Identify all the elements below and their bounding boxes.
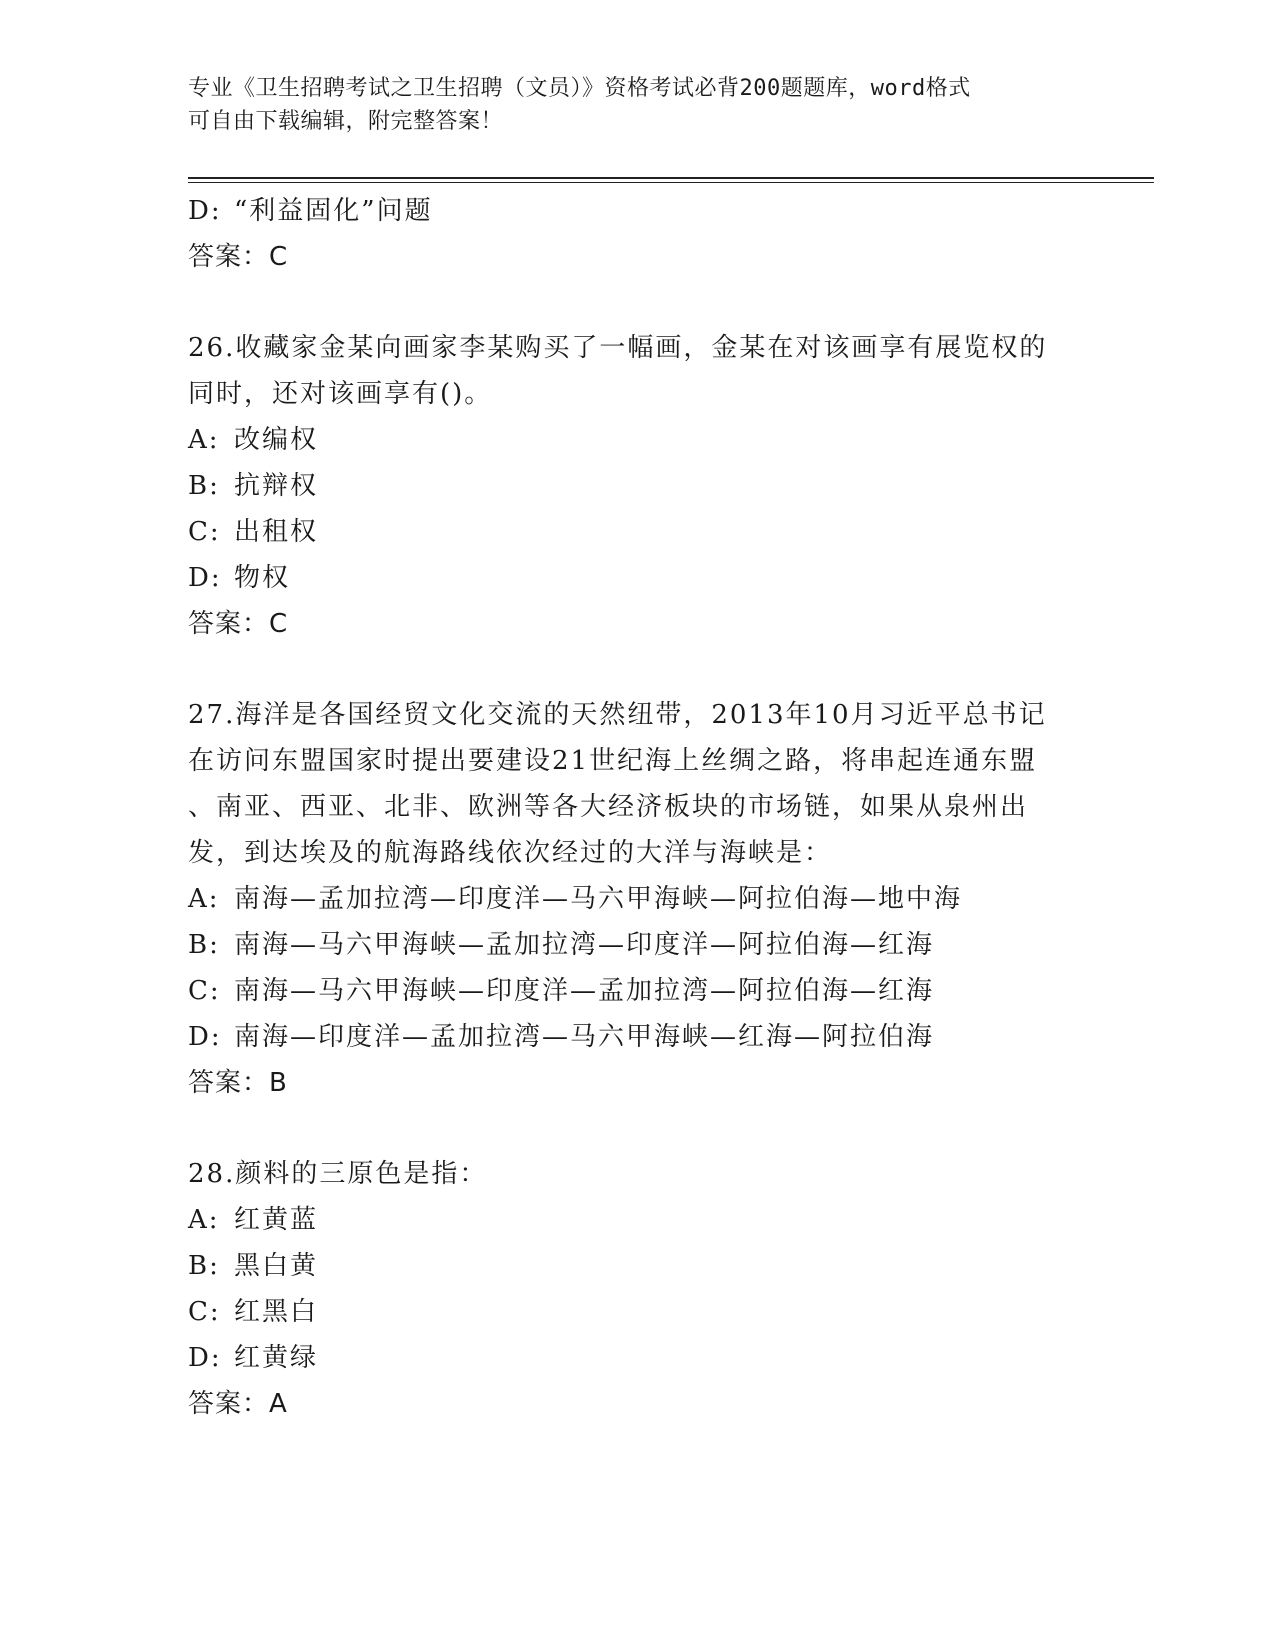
option-d <box>188 555 1088 601</box>
option-text: 抗辩权 <box>234 471 319 501</box>
question-text: 27.海洋是各国经贸文化交流的天然纽带，2013年10月习近平总书记 <box>188 700 1047 730</box>
header-line-2: 可自由下载编辑，附完整答案！ <box>188 109 504 134</box>
option-key: A: <box>188 884 220 914</box>
question-text: 28.颜料的三原色是指： <box>188 1159 488 1189</box>
option-key: B: <box>188 1251 220 1281</box>
option-d <box>188 1014 1088 1060</box>
option-key: A: <box>188 425 220 455</box>
answer: 答案：A <box>188 1389 288 1419</box>
option-a <box>188 1197 1088 1243</box>
option-key: D: <box>188 563 222 593</box>
question-26 <box>188 325 1088 647</box>
question-text: 、南亚、西亚、北非、欧洲等各大经济板块的市场链，如果从泉州出 <box>188 792 1029 822</box>
option-text: 红黄绿 <box>234 1343 319 1373</box>
option-key: A: <box>188 1205 220 1235</box>
option-text: 南海—马六甲海峡—孟加拉湾—印度洋—阿拉伯海—红海 <box>234 930 935 960</box>
option-text: 南海—马六甲海峡—印度洋—孟加拉湾—阿拉伯海—红海 <box>234 976 935 1006</box>
document-body <box>188 188 1088 1427</box>
option-key: D: <box>188 196 222 226</box>
option-key: B: <box>188 930 220 960</box>
prev-option-d <box>188 188 1088 234</box>
option-text: “利益固化”问题 <box>234 196 433 226</box>
option-a <box>188 876 1088 922</box>
question-27 <box>188 692 1088 1106</box>
question-text: 发，到达埃及的航海路线依次经过的大洋与海峡是： <box>188 838 833 868</box>
header-divider-thick <box>188 177 1154 179</box>
option-c <box>188 509 1088 555</box>
option-key: B: <box>188 471 220 501</box>
option-text: 改编权 <box>234 425 319 455</box>
option-text: 红黑白 <box>234 1297 319 1327</box>
question-text: 26.收藏家金某向画家李某购买了一幅画，金某在对该画享有展览权的 <box>188 333 1048 363</box>
option-b <box>188 1243 1088 1289</box>
option-a <box>188 417 1088 463</box>
option-text: 黑白黄 <box>234 1251 319 1281</box>
question-text: 在访问东盟国家时提出要建设21世纪海上丝绸之路，将串起连通东盟 <box>188 746 1038 776</box>
prev-answer: 答案：C <box>188 242 289 272</box>
option-c <box>188 968 1088 1014</box>
option-key: D: <box>188 1022 222 1052</box>
option-text: 红黄蓝 <box>234 1205 319 1235</box>
document-header <box>188 72 1078 138</box>
header-line-1: 专业《卫生招聘考试之卫生招聘（文员）》资格考试必背200题题库，word格式 <box>188 76 971 101</box>
option-key: C: <box>188 1297 221 1327</box>
answer: 答案：C <box>188 609 289 639</box>
option-text: 南海—印度洋—孟加拉湾—马六甲海峡—红海—阿拉伯海 <box>234 1022 935 1052</box>
question-text: 同时，还对该画享有()。 <box>188 379 493 409</box>
header-divider-thin <box>188 182 1154 183</box>
option-key: C: <box>188 976 221 1006</box>
option-d <box>188 1335 1088 1381</box>
option-c <box>188 1289 1088 1335</box>
option-text: 出租权 <box>234 517 319 547</box>
option-b <box>188 463 1088 509</box>
option-key: D: <box>188 1343 222 1373</box>
option-text: 南海—孟加拉湾—印度洋—马六甲海峡—阿拉伯海—地中海 <box>234 884 963 914</box>
option-key: C: <box>188 517 221 547</box>
option-text: 物权 <box>234 563 291 593</box>
question-28 <box>188 1151 1088 1427</box>
option-b <box>188 922 1088 968</box>
answer: 答案：B <box>188 1068 288 1098</box>
